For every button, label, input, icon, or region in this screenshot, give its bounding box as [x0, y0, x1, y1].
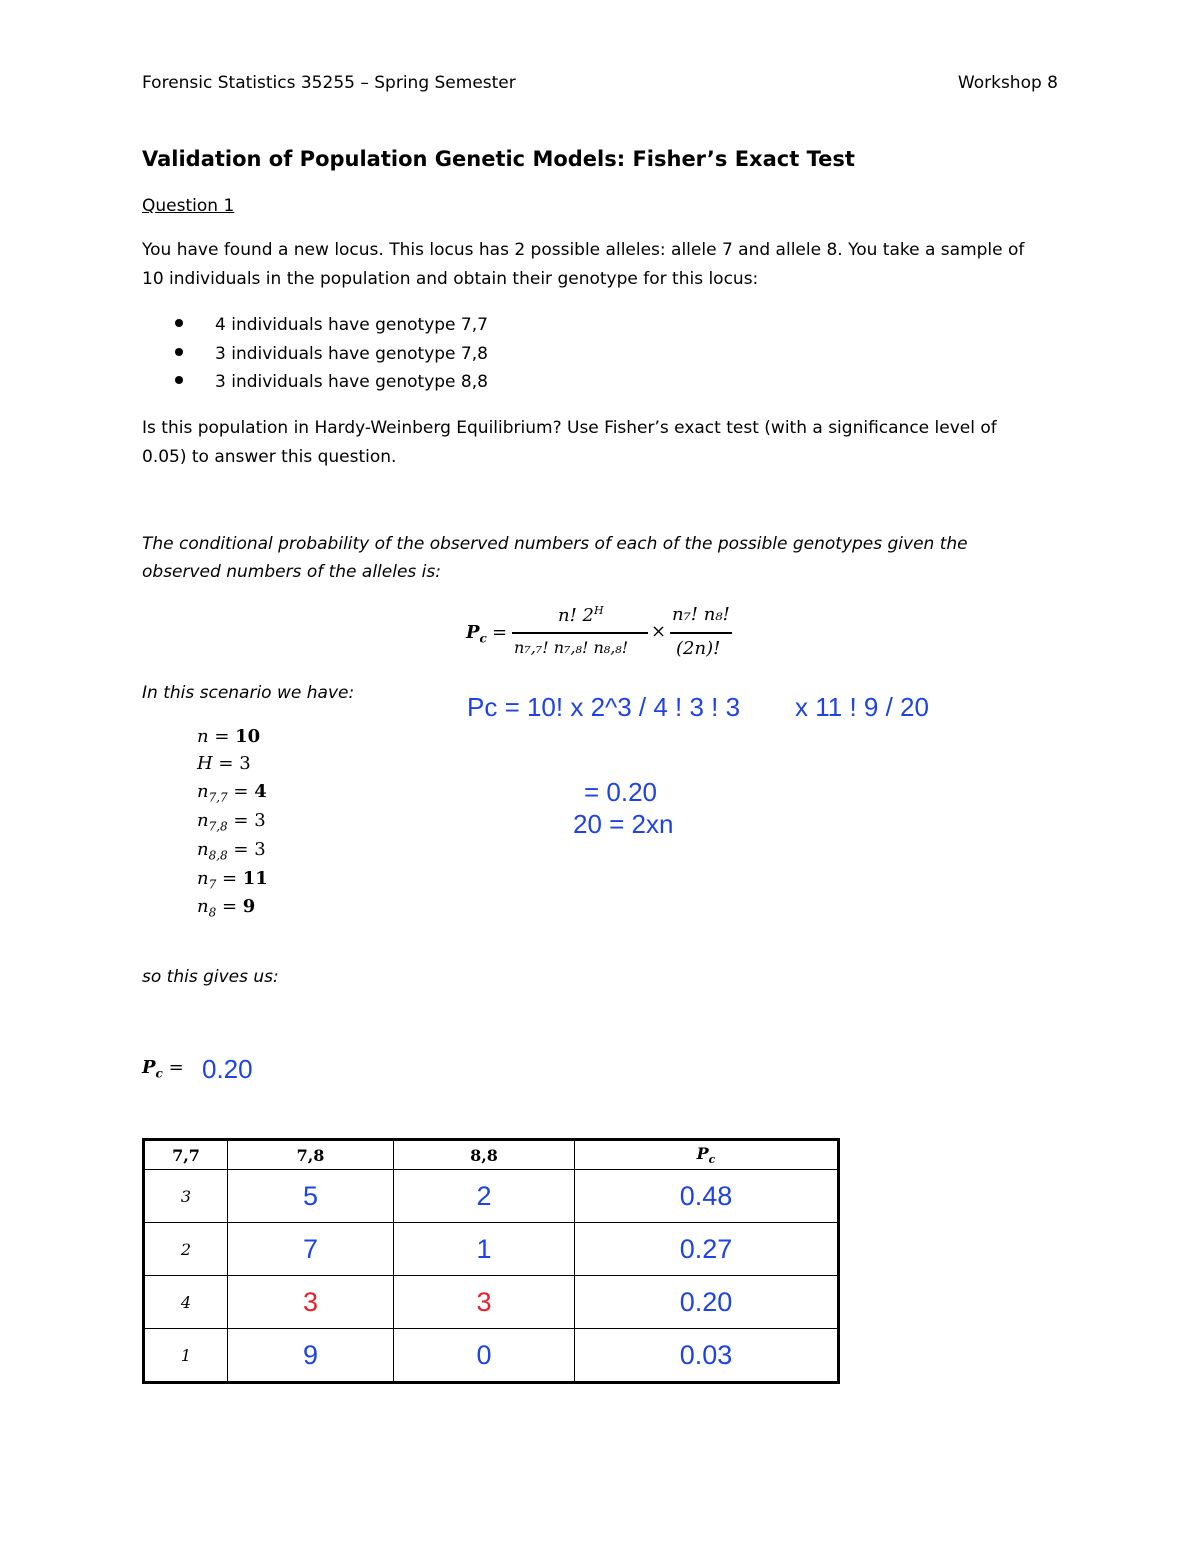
intro-line-2: 10 individuals in the population and obtain their genotype for this locus:	[142, 269, 759, 289]
genotype-table	[142, 1138, 840, 1384]
cell-77: 4	[144, 1276, 228, 1329]
cell-88: 0	[394, 1329, 575, 1383]
formula-denominator-2: (2n)!	[676, 638, 721, 659]
handwritten-calc-right: x 11 ! 9 / 20	[795, 692, 929, 722]
page-title: Validation of Population Genetic Models: Fisher’s Exact Test	[142, 147, 855, 171]
header-right: Workshop 8	[957, 73, 1058, 93]
table-row	[144, 1329, 839, 1383]
bullet-icon	[175, 319, 183, 327]
pc-answer: 0.20	[202, 1054, 253, 1084]
formula-denominator-1: n₇,₇! n₇,₈! n₈,₈!	[514, 638, 629, 657]
bullet-icon	[175, 376, 183, 384]
cell-78: 5	[228, 1170, 394, 1223]
cell-88: 1	[394, 1223, 575, 1276]
table-header-row	[144, 1140, 839, 1170]
hwe-line-1: Is this population in Hardy-Weinberg Equilibrium? Use Fisher’s exact test (with a significance level of	[142, 418, 997, 438]
header-88: 8,8	[394, 1140, 575, 1170]
cell-77: 2	[144, 1223, 228, 1276]
bullet-item: 3 individuals have genotype 8,8	[175, 372, 488, 392]
intro-line-1: You have found a new locus. This locus has 2 possible alleles: allele 7 and allele 8. You take a sample of	[142, 240, 1025, 260]
table-row	[144, 1223, 839, 1276]
cell-pc: 0.20	[575, 1276, 839, 1329]
pc-label: $P_c$ =	[142, 1057, 184, 1081]
variable-n8: $n_8 = 9$	[197, 896, 256, 920]
cell-pc: 0.03	[575, 1329, 839, 1383]
scenario-label: In this scenario we have:	[142, 683, 355, 703]
gives-label: so this gives us:	[142, 967, 279, 987]
cond-line-2: observed numbers of the alleles is:	[142, 562, 441, 582]
cell-77: 1	[144, 1329, 228, 1383]
header-77: 7,7	[144, 1140, 228, 1170]
variable-n7: $n_7 = 11$	[197, 868, 268, 892]
cell-78: 7	[228, 1223, 394, 1276]
table-row	[144, 1276, 839, 1329]
formula-times: ×	[651, 621, 667, 642]
table-row	[144, 1170, 839, 1223]
variable-n77: $n_{7,7} = 4$	[197, 781, 267, 805]
question-label: Question 1	[142, 196, 235, 216]
variable-n88: $n_{8,8} = 3$	[197, 839, 266, 863]
header-78: 7,8	[228, 1140, 394, 1170]
bullet-item: 3 individuals have genotype 7,8	[175, 344, 488, 364]
bullet-icon	[175, 348, 183, 356]
cell-pc: 0.27	[575, 1223, 839, 1276]
cell-88: 3	[394, 1276, 575, 1329]
bullet-item: 4 individuals have genotype 7,7	[175, 315, 488, 335]
cell-78: 9	[228, 1329, 394, 1383]
cell-78: 3	[228, 1276, 394, 1329]
formula-eq: =	[492, 622, 508, 643]
hwe-line-2: 0.05) to answer this question.	[142, 447, 397, 467]
fraction-bar-2	[670, 632, 732, 634]
formula-numerator-2: n₇! n₈!	[672, 604, 730, 625]
variable-n: n = 10	[197, 726, 261, 747]
cell-88: 2	[394, 1170, 575, 1223]
handwritten-note: 20 = 2xn	[573, 809, 674, 839]
cell-77: 3	[144, 1170, 228, 1223]
header-left: Forensic Statistics 35255 – Spring Semester	[142, 73, 516, 93]
variable-h: H = 3	[197, 753, 251, 774]
cond-line-1: The conditional probability of the observed numbers of each of the possible genotypes given the	[142, 534, 968, 554]
header-pc: $P_c$	[575, 1140, 839, 1170]
variable-n78: $n_{7,8} = 3$	[197, 810, 266, 834]
cell-pc: 0.48	[575, 1170, 839, 1223]
formula-numerator-1: n! $2^H$	[558, 604, 604, 626]
formula-lhs: $P_c$	[466, 622, 487, 646]
fraction-bar-1	[512, 632, 648, 634]
handwritten-result: = 0.20	[584, 777, 658, 807]
handwritten-calc-left: Pc = 10! x 2^3 / 4 ! 3 ! 3	[467, 692, 741, 722]
